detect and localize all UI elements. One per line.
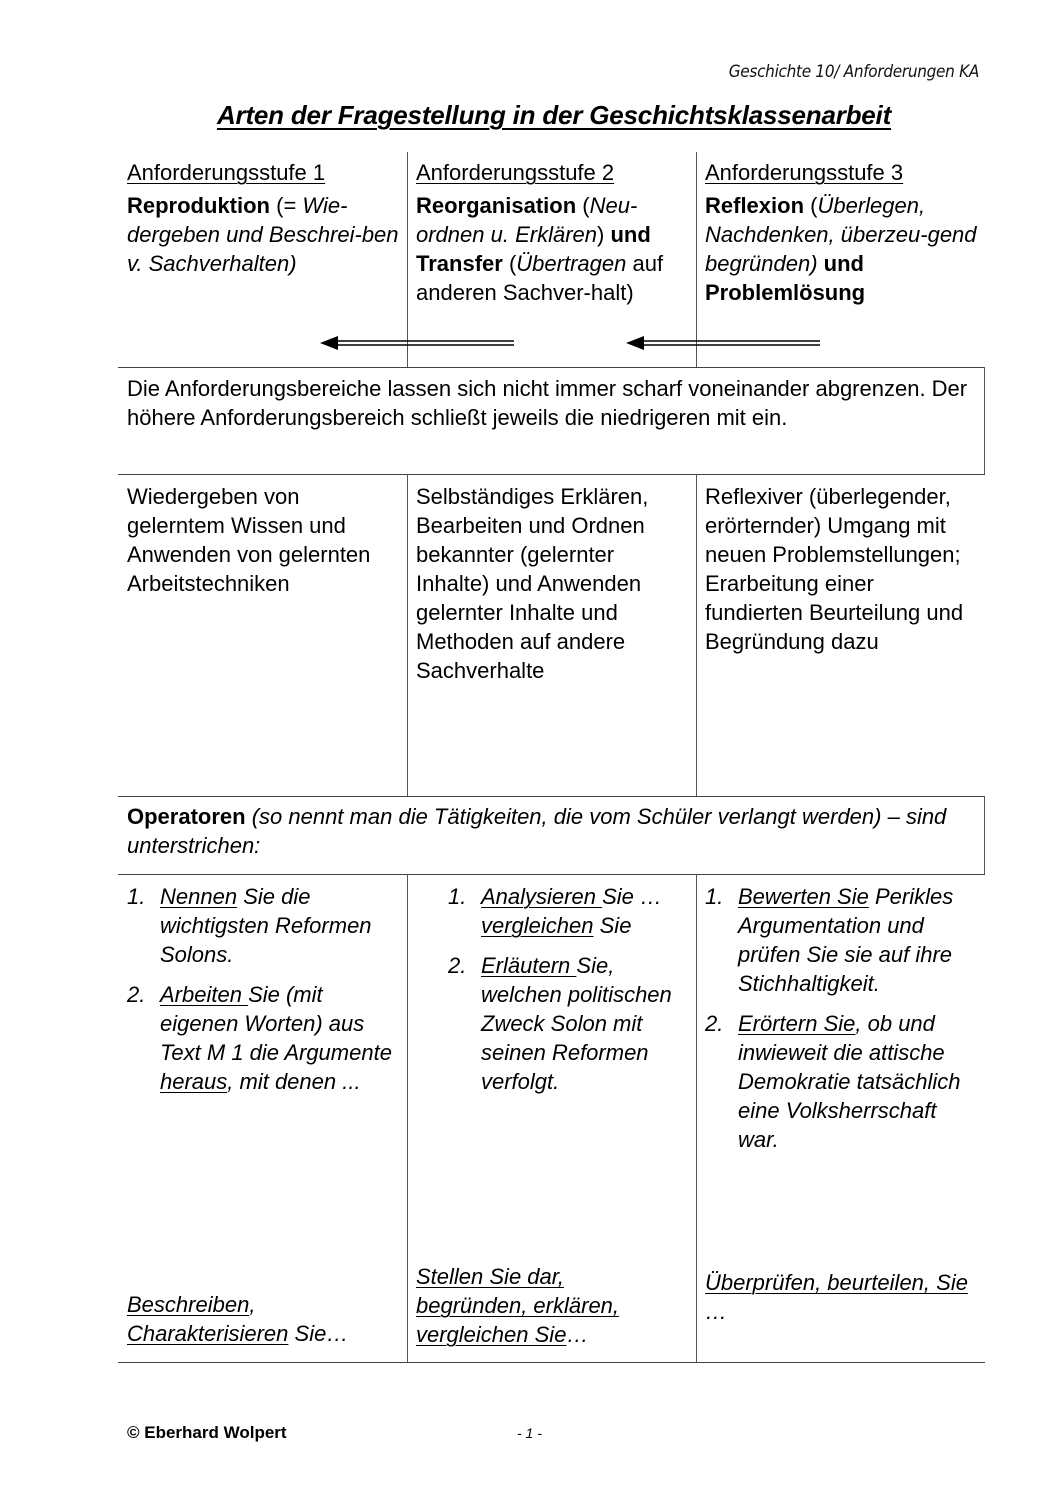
level-2-header-cell [416,158,691,307]
text-run: Reorganisation [416,193,577,218]
text-run: Übertragen [516,251,627,276]
operator-term: Charakterisieren [127,1321,289,1346]
arrow-head-icon [320,336,338,350]
table-rule [118,367,985,368]
table-rule [118,796,985,797]
column-divider [407,874,408,1362]
text-run: und Problemlösung [705,251,866,305]
level-2-example-questions [448,882,693,1107]
text-run: Reproduktion [127,193,270,218]
operator-term: vergleichen [481,913,594,938]
example-question [127,980,399,1096]
table-right-border [984,367,985,474]
text-run: Neu-ordnen u. Erklären [416,193,638,247]
text-run: , [249,1292,256,1317]
list-number: 2. [705,1011,724,1036]
table-rule [118,474,985,475]
note-text: Die Anforderungsbereiche lassen sich nicht immer scharf voneinander abgrenzen. Der höhere Anforderungsbereich schließt jeweils die niedrigeren mit ein. [127,376,968,430]
operator-term: Analysieren [481,884,603,909]
table-rule [118,874,985,875]
level-1-header-cell [127,158,399,278]
operator-term: Arbeiten [160,982,249,1007]
operators-explanation: (so nennt man die Tätigkeiten, die vom Schüler verlangt werden) – sind unterstrichen: [127,804,947,858]
text-run: Sie… [288,1321,349,1346]
text-run: Sie (mit eigenen Worten) aus Text M 1 die Argumente [160,982,392,1065]
table-right-border [984,796,985,874]
operator-term: heraus [160,1069,228,1094]
example-question [448,951,693,1096]
text-run: … [566,1322,589,1347]
level-1-operator-summary [127,1290,389,1348]
arrow-level3-to-level2 [626,335,822,351]
text-run: Reflexion [705,193,805,218]
text-run: Wie-dergeben und Beschrei-ben v. Sachverhalten) [127,193,399,276]
example-question [127,882,399,969]
operator-term: Stellen Sie dar, begründen, erklären, vergleichen Sie [416,1264,620,1347]
operator-term: Bewerten Sie [738,884,869,909]
level-1-heading: Anforderungsstufe 1 [127,160,326,185]
example-list [448,882,693,1096]
column-divider [696,474,697,796]
operators-label: Operatoren [127,804,246,829]
list-number: 1. [127,884,146,909]
page-number: - 1 - [517,1425,542,1441]
level-2-operator-summary [416,1262,676,1349]
level-2-description: Selbständiges Erklären, Bearbeiten und Ordnen bekannter (gelernter Inhalte) und Anwenden gelernter Inhalte und Methoden auf andere Sachverhalte [416,484,649,683]
example-list [127,882,399,1096]
text-run: ) [597,222,611,247]
document-title: Arten der Fragestellung in der Geschichtsklassenarbeit [216,100,892,130]
list-number: 1. [448,884,467,909]
text-run: ( [576,193,590,218]
text-run: Sie [593,913,632,938]
arrow-level2-to-level1 [320,335,516,351]
text-run: … [705,1299,727,1324]
operator-term: Beschreiben [127,1292,250,1317]
operators-intro [127,802,977,860]
operator-term: Erörtern Sie [738,1011,856,1036]
level-3-definition [705,191,980,307]
text-run: (= [270,193,303,218]
text-run: Perikles Argumentation und prüfen Sie sie auf ihre Stichhaltigkeit. [738,884,954,996]
example-question [448,882,693,940]
running-header: Geschichte 10/ Anforderungen KA [728,62,979,82]
list-number: 2. [127,982,146,1007]
level-3-operator-summary [705,1268,975,1326]
text-run: Sie … [602,884,662,909]
column-divider [696,874,697,1362]
text-run: ( [804,193,818,218]
level-3-description: Reflexiver (überlegender, erörternder) Umgang mit neuen Problemstellungen; Erarbeitung einer fundierten Beurteilung und Begründung dazu [705,484,964,654]
level-1-definition [127,191,399,278]
example-question [705,1009,983,1154]
level-2-definition [416,191,691,307]
list-number: 1. [705,884,724,909]
text-run: Sie, welchen politischen Zweck Solon mit seinen Reformen verfolgt. [481,953,672,1094]
arrow-head-icon [626,336,644,350]
operator-term: Erläutern [481,953,577,978]
level-3-header-cell [705,158,980,307]
level-3-example-questions [705,882,983,1165]
column-divider [407,474,408,796]
operator-term: Überprüfen, beurteilen, Sie [705,1270,968,1295]
copyright: © Eberhard Wolpert [127,1423,287,1442]
list-number: 2. [448,953,467,978]
operator-term: Nennen [160,884,238,909]
level-1-example-questions [127,882,399,1107]
level-1-description: Wiedergeben von gelerntem Wissen und Anwenden von gelernten Arbeitstechniken [127,484,371,596]
text-run: auf anderen Sachver-halt) [416,251,664,305]
example-question [705,882,983,998]
table-bottom-rule [118,1362,985,1363]
text-run: Überlegen, Nachdenken, überzeu-gend begründen) [705,193,977,276]
text-run: , mit denen ... [227,1069,361,1094]
example-list [705,882,983,1154]
text-run: Sie die wichtigsten Reformen Solons. [160,884,372,967]
text-run: ( [502,251,517,276]
level-3-heading: Anforderungsstufe 3 [705,160,904,185]
level-2-heading: Anforderungsstufe 2 [416,160,615,185]
text-run: und Transfer [416,222,651,276]
text-run: , ob und inwieweit die attische Demokratie tatsächlich eine Volksherrschaft war. [738,1011,961,1152]
